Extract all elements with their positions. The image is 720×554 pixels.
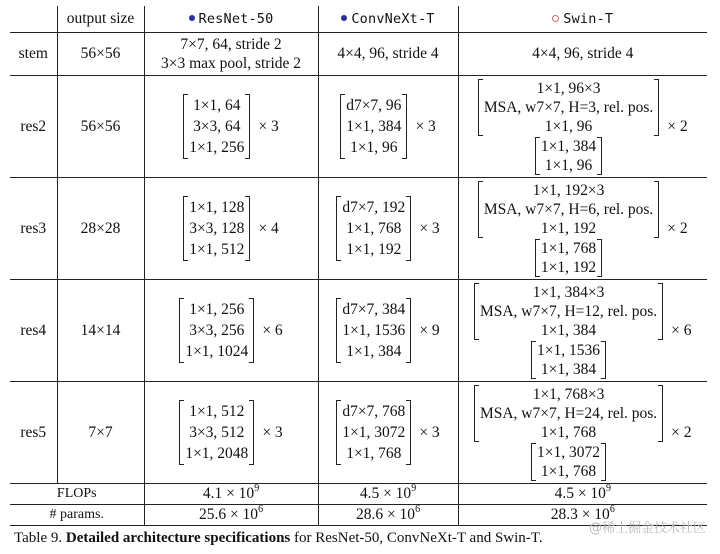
matrix-line: 1×1, 768 <box>540 423 597 441</box>
flops-label: FLOPs <box>10 484 144 505</box>
resnet-block <box>144 178 318 280</box>
header-resnet <box>144 6 318 33</box>
header-stage <box>10 6 57 33</box>
repeat-multiplier: × 6 <box>671 321 692 339</box>
matrix-line: 1×1, 96×3 <box>536 79 601 97</box>
swin-mlp-matrix <box>531 443 606 481</box>
matrix-line: 1×1, 512 <box>189 241 245 258</box>
matrix-line: MSA, w7×7, H=3, rel. pos. <box>483 98 654 116</box>
params-convnext <box>318 505 458 526</box>
matrix-line: 1×1, 1024 <box>185 343 249 360</box>
stem-resnet-line2: 3×3 max pool, stride 2 <box>160 55 302 72</box>
swin-dot-icon <box>552 15 559 22</box>
matrix-line: 1×1, 512 <box>189 403 245 420</box>
swin-attention-matrix <box>474 385 663 442</box>
params-convnext-exp: 6 <box>415 503 421 515</box>
header-output-size: output size <box>57 6 144 33</box>
matrix-line: 1×1, 768×3 <box>532 385 605 403</box>
swin-attention-matrix <box>474 283 663 340</box>
swin-mlp-matrix <box>531 341 606 379</box>
params-resnet-exp: 6 <box>258 503 264 515</box>
stem-convnext: 4×4, 96, stride 4 <box>318 33 458 76</box>
matrix-line: 1×1, 768 <box>346 445 402 462</box>
caption-suffix: for ResNet-50, ConvNeXt-T and Swin-T. <box>290 530 543 546</box>
matrix-line: 3×3, 256 <box>189 322 245 339</box>
matrix-line: 1×1, 256 <box>189 139 245 156</box>
repeat-multiplier: × 3 <box>262 423 283 441</box>
matrix-line: 1×1, 64 <box>193 97 241 114</box>
matrix-line: 1×1, 384×3 <box>532 283 605 301</box>
stem-resnet <box>144 33 318 76</box>
repeat-multiplier: × 3 <box>258 117 279 135</box>
matrix-line: 1×1, 768 <box>540 239 597 257</box>
stage-output-size: 28×28 <box>57 178 144 280</box>
repeat-multiplier: × 6 <box>262 321 283 339</box>
matrix-line: 3×3, 128 <box>189 220 245 237</box>
stem-swin: 4×4, 96, stride 4 <box>458 33 707 76</box>
stem-row <box>10 33 707 76</box>
matrix-line: 1×1, 3072 <box>342 424 406 441</box>
resnet-block <box>144 280 318 382</box>
stage-label: res3 <box>10 178 57 280</box>
swin-attention-matrix <box>478 79 659 136</box>
watermark: @稀土掘金技术社区 <box>588 521 706 536</box>
params-swin-base: 28.3 × 10 <box>550 506 610 523</box>
matrix-line: 1×1, 96 <box>544 156 593 174</box>
resnet-matrix <box>183 196 250 261</box>
stage-output-size: 14×14 <box>57 280 144 382</box>
stage-label: res2 <box>10 76 57 178</box>
swin-block <box>458 382 707 484</box>
matrix-line: d7×7, 384 <box>342 301 406 318</box>
flops-row <box>10 484 707 505</box>
matrix-line: d7×7, 96 <box>346 97 402 114</box>
stage-row <box>10 280 707 382</box>
header-swin <box>458 6 707 33</box>
flops-convnext <box>318 484 458 505</box>
table-caption <box>14 530 543 547</box>
header-row <box>10 6 707 33</box>
matrix-line: 3×3, 64 <box>193 118 241 135</box>
params-resnet-base: 25.6 × 10 <box>198 506 259 523</box>
caption-bold: Detailed architecture specifications <box>65 530 291 546</box>
matrix-line: 1×1, 3072 <box>537 443 601 461</box>
stem-resnet-line1: 7×7, 64, stride 2 <box>180 36 282 53</box>
resnet-matrix <box>183 94 250 159</box>
header-convnext-label: ConvNeXt-T <box>351 11 435 27</box>
stem-output-size: 56×56 <box>57 33 144 76</box>
matrix-line: d7×7, 768 <box>342 403 406 420</box>
convnext-matrix <box>336 400 411 465</box>
matrix-line: 1×1, 384 <box>346 118 402 135</box>
matrix-line: 1×1, 768 <box>540 462 597 480</box>
convnext-matrix <box>340 94 407 159</box>
swin-mlp-matrix <box>535 239 602 277</box>
repeat-multiplier: × 4 <box>258 219 279 237</box>
params-convnext-base: 28.6 × 10 <box>355 506 416 523</box>
params-label: # params. <box>10 505 144 526</box>
convnext-dot-icon <box>341 15 347 21</box>
repeat-multiplier: × 2 <box>667 219 688 237</box>
matrix-line: MSA, w7×7, H=24, rel. pos. <box>479 404 658 422</box>
matrix-line: 3×3, 512 <box>189 424 245 441</box>
swin-attention-matrix <box>478 181 659 238</box>
matrix-line: d7×7, 192 <box>342 199 406 216</box>
flops-resnet-exp: 9 <box>254 482 260 494</box>
matrix-line: 1×1, 192 <box>540 258 597 276</box>
swin-mlp-matrix <box>535 137 602 175</box>
stage-output-size: 7×7 <box>57 382 144 484</box>
repeat-multiplier: × 2 <box>671 423 692 441</box>
stage-label: res4 <box>10 280 57 382</box>
repeat-multiplier: × 3 <box>415 117 436 135</box>
params-swin-exp: 6 <box>609 503 615 515</box>
matrix-line: 1×1, 1536 <box>342 322 406 339</box>
header-convnext <box>318 6 458 33</box>
stage-row <box>10 178 707 280</box>
header-resnet-label: ResNet-50 <box>198 11 274 27</box>
swin-block <box>458 280 707 382</box>
resnet-matrix <box>179 298 254 363</box>
convnext-block <box>318 382 458 484</box>
matrix-line: 1×1, 192×3 <box>532 181 605 199</box>
matrix-line: 1×1, 96 <box>350 139 398 156</box>
repeat-multiplier: × 9 <box>419 321 440 339</box>
stem-label: stem <box>10 33 57 76</box>
matrix-line: 1×1, 256 <box>189 301 245 318</box>
matrix-line: 1×1, 1536 <box>537 341 601 359</box>
architecture-table <box>10 6 707 526</box>
convnext-block <box>318 178 458 280</box>
flops-swin-exp: 9 <box>605 482 611 494</box>
convnext-block <box>318 280 458 382</box>
matrix-line: 1×1, 384 <box>540 360 597 378</box>
flops-convnext-exp: 9 <box>411 482 417 494</box>
stage-output-size: 56×56 <box>57 76 144 178</box>
resnet-matrix <box>179 400 254 465</box>
caption-prefix: Table 9. <box>14 530 66 546</box>
params-resnet <box>144 505 318 526</box>
repeat-multiplier: × 2 <box>667 117 688 135</box>
resnet-block <box>144 382 318 484</box>
resnet-dot-icon <box>189 15 195 21</box>
resnet-block <box>144 76 318 178</box>
repeat-multiplier: × 3 <box>419 423 440 441</box>
stage-label: res5 <box>10 382 57 484</box>
flops-convnext-base: 4.5 × 10 <box>359 485 412 502</box>
flops-resnet-base: 4.1 × 10 <box>202 485 255 502</box>
matrix-line: 1×1, 384 <box>540 321 597 339</box>
convnext-block <box>318 76 458 178</box>
convnext-matrix <box>336 298 411 363</box>
matrix-line: 1×1, 192 <box>540 219 597 237</box>
matrix-line: MSA, w7×7, H=12, rel. pos. <box>479 302 658 320</box>
header-swin-label: Swin-T <box>563 11 614 27</box>
flops-swin-base: 4.5 × 10 <box>554 485 606 502</box>
matrix-line: 1×1, 384 <box>540 137 597 155</box>
stage-row <box>10 76 707 178</box>
matrix-line: 1×1, 128 <box>189 199 245 216</box>
matrix-line: 1×1, 768 <box>346 220 402 237</box>
stage-row <box>10 382 707 484</box>
repeat-multiplier: × 3 <box>419 219 440 237</box>
matrix-line: 1×1, 96 <box>544 117 593 135</box>
matrix-line: 1×1, 384 <box>346 343 402 360</box>
matrix-line: MSA, w7×7, H=6, rel. pos. <box>483 200 654 218</box>
flops-swin <box>458 484 707 505</box>
convnext-matrix <box>336 196 411 261</box>
swin-block <box>458 76 707 178</box>
flops-resnet <box>144 484 318 505</box>
matrix-line: 1×1, 2048 <box>185 445 249 462</box>
swin-block <box>458 178 707 280</box>
matrix-line: 1×1, 192 <box>346 241 402 258</box>
